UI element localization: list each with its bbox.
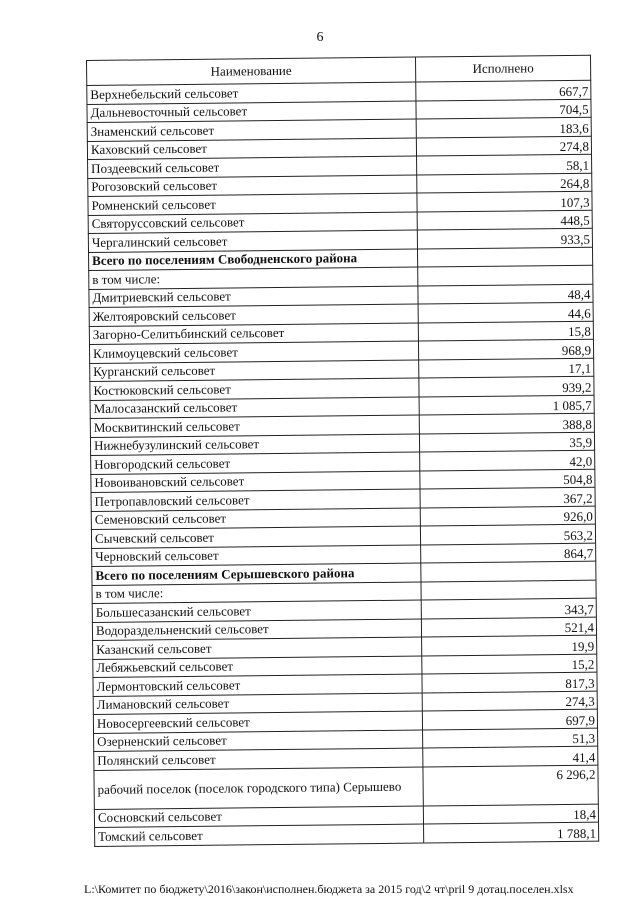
row-name-cell: Климоуцевский сельсовет xyxy=(89,341,418,363)
row-name-cell: Курганский сельсовет xyxy=(90,360,419,382)
row-name-cell: Лебяжьевский сельсовет xyxy=(93,656,422,678)
row-name-cell: Чергалинский сельсовет xyxy=(88,230,417,252)
row-value-cell: 6 296,2 xyxy=(423,765,598,806)
row-name-cell: в том числе: xyxy=(92,582,421,604)
row-value-cell: 264,8 xyxy=(417,173,592,193)
row-name-cell: Нижнебузулинский сельсовет xyxy=(90,434,419,456)
row-name-cell: Черновский сельсовет xyxy=(92,545,421,567)
row-value-cell: 41,4 xyxy=(423,746,598,766)
row-name-cell: Новоивановский сельсовет xyxy=(91,471,420,493)
row-name-cell: Знаменский сельсовет xyxy=(87,119,416,141)
row-name-cell: Дальневосточный сельсовет xyxy=(87,101,416,123)
row-name-cell: Всего по поселениям Серышевского района xyxy=(92,563,421,585)
row-name-cell: Лимановский сельсовет xyxy=(93,693,422,715)
row-value-cell: 35,9 xyxy=(419,432,594,452)
row-value-cell: 48,4 xyxy=(418,284,593,304)
row-value-cell: 697,9 xyxy=(422,709,597,729)
row-value-cell: 19,9 xyxy=(422,635,597,655)
row-value-cell: 864,7 xyxy=(421,543,596,563)
row-value-cell: 704,5 xyxy=(416,99,591,119)
row-value-cell: 521,4 xyxy=(421,617,596,637)
row-name-cell: в том числе: xyxy=(89,267,418,289)
row-value-cell: 817,3 xyxy=(422,672,597,692)
row-value-cell: 968,9 xyxy=(418,339,593,359)
row-value-cell: 274,8 xyxy=(416,136,591,156)
row-value-cell xyxy=(418,265,593,285)
row-value-cell: 15,8 xyxy=(418,321,593,341)
row-value-cell: 667,7 xyxy=(416,80,591,100)
row-name-cell: Костюковский сельсовет xyxy=(90,378,419,400)
row-value-cell: 1 788,1 xyxy=(424,822,599,842)
row-value-cell: 183,6 xyxy=(416,117,591,137)
row-name-cell: Полянский сельсовет xyxy=(94,748,423,770)
row-value-cell: 51,3 xyxy=(423,728,598,748)
row-value-cell: 926,0 xyxy=(420,506,595,526)
file-path-footer: L:\Комитет по бюджету\2016\закон\исполнен.бюджета за 2015 год\2 чт\pril 9 дотац.поселен.xlsx xyxy=(84,882,574,896)
row-name-cell: Водораздельненский сельсовет xyxy=(92,619,421,641)
row-name-cell: Лермонтовский сельсовет xyxy=(93,674,422,696)
row-value-cell: 933,5 xyxy=(417,228,592,248)
row-name-cell: Новосергеевский сельсовет xyxy=(93,711,422,733)
row-name-cell: Томский сельсовет xyxy=(95,824,424,846)
row-name-cell: Семеновский сельсовет xyxy=(91,508,420,530)
row-value-cell: 17,1 xyxy=(419,358,594,378)
table-row xyxy=(94,765,598,809)
row-name-cell: Новгородский сельсовет xyxy=(91,452,420,474)
row-value-cell xyxy=(421,561,596,581)
row-value-cell: 388,8 xyxy=(419,413,594,433)
row-name-cell: рабочий поселок (поселок городского типа) Серышево xyxy=(94,767,423,809)
row-value-cell xyxy=(421,580,596,600)
row-name-cell: Загорно-Селитьбинский сельсовет xyxy=(89,323,418,345)
row-name-cell: Малосазанский сельсовет xyxy=(90,397,419,419)
row-name-cell: Петропавловский сельсовет xyxy=(91,489,420,511)
row-value-cell: 504,8 xyxy=(420,469,595,489)
budget-execution-table xyxy=(86,55,599,847)
row-value-cell: 18,4 xyxy=(423,804,598,824)
row-name-cell: Казанский сельсовет xyxy=(93,637,422,659)
row-value-cell: 44,6 xyxy=(418,302,593,322)
row-value-cell: 274,3 xyxy=(422,691,597,711)
row-value-cell: 107,3 xyxy=(417,191,592,211)
page-number: 6 xyxy=(316,30,324,45)
row-value-cell: 939,2 xyxy=(419,376,594,396)
row-name-cell: Каховский сельсовет xyxy=(87,138,416,160)
row-value-cell: 15,2 xyxy=(422,654,597,674)
row-value-cell xyxy=(417,247,592,267)
row-value-cell: 58,1 xyxy=(417,154,592,174)
row-name-cell: Москвитинский сельсовет xyxy=(90,415,419,437)
row-name-cell: Верхнебельский сельсовет xyxy=(87,82,416,104)
row-name-cell: Сосновский сельсовет xyxy=(94,806,423,828)
row-name-cell: Дмитриевский сельсовет xyxy=(89,286,418,308)
row-name-cell: Сычевский сельсовет xyxy=(91,526,420,548)
header-name: Наименование xyxy=(87,57,416,85)
row-value-cell: 1 085,7 xyxy=(419,395,594,415)
row-name-cell: Желтоярoвский сельсовет xyxy=(89,304,418,326)
row-value-cell: 448,5 xyxy=(417,210,592,230)
row-value-cell: 42,0 xyxy=(420,450,595,470)
row-name-cell: Большесазанский сельсовет xyxy=(92,600,421,622)
row-value-cell: 367,2 xyxy=(420,487,595,507)
row-name-cell: Поздеевский сельсовет xyxy=(88,156,417,178)
table-row xyxy=(95,822,599,846)
row-name-cell: Озерненский сельсовет xyxy=(94,730,423,752)
row-name-cell: Всего по поселениям Свободненского района xyxy=(89,249,418,271)
row-name-cell: Ромненский сельсовет xyxy=(88,193,417,215)
header-executed: Исполнено xyxy=(415,55,590,82)
row-name-cell: Святоруссовский сельсовет xyxy=(88,212,417,234)
table-body xyxy=(87,80,599,846)
row-name-cell: Рогозовский сельсовет xyxy=(88,175,417,197)
row-value-cell: 563,2 xyxy=(420,524,595,544)
row-value-cell: 343,7 xyxy=(421,598,596,618)
